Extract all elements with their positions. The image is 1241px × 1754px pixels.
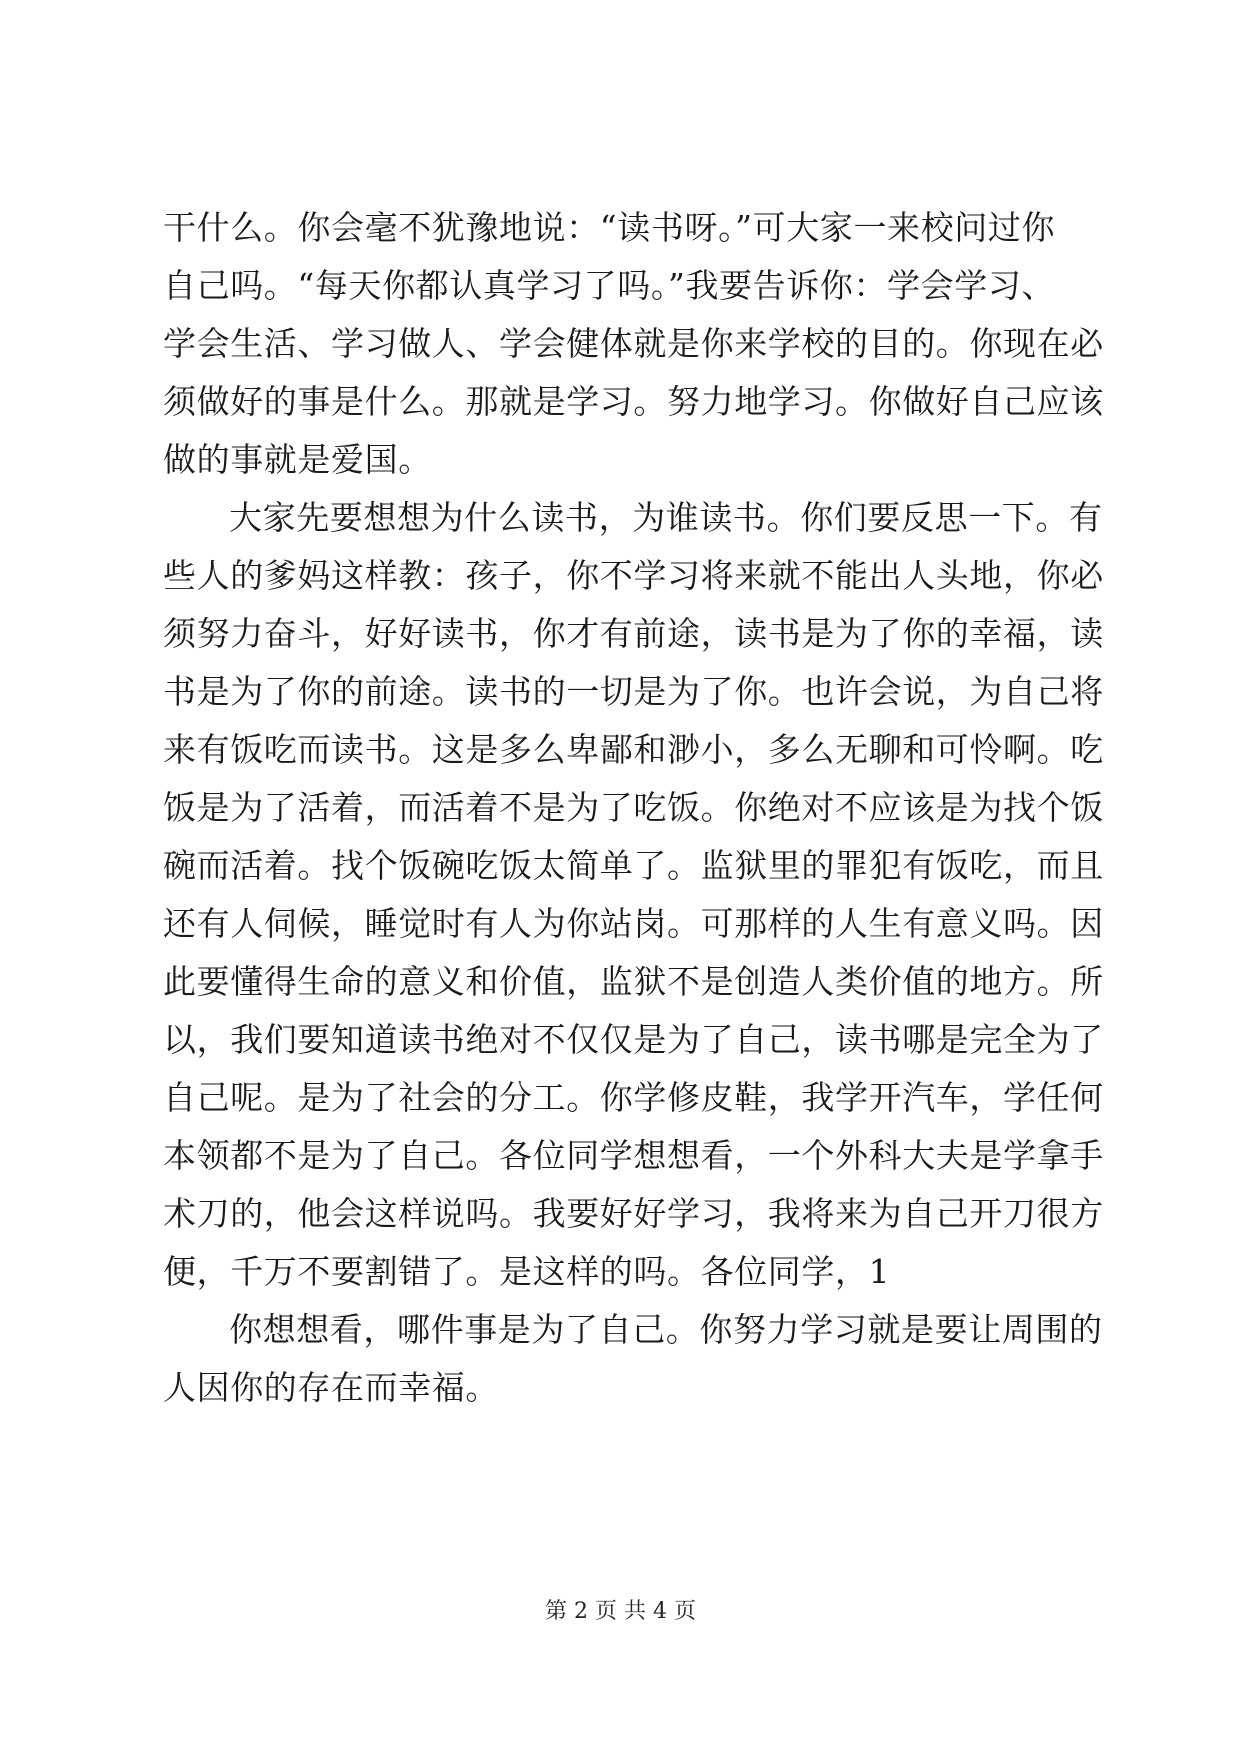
text-line: 书是为了你的前途。读书的一切是为了你。也许会说，为自己将: [163, 672, 1104, 711]
paragraph-start-line: 你想想看，哪件事是为了自己。你努力学习就是要让周围的: [229, 1310, 1103, 1349]
text-line: 还有人伺候，睡觉时有人为你站岗。可那样的人生有意义吗。因: [163, 904, 1104, 943]
page-footer: 第 2 页 共 4 页: [545, 1599, 696, 1624]
text-line: 来有饭吃而读书。这是多么卑鄙和渺小，多么无聊和可怜啊。吃: [163, 730, 1104, 769]
text-line: 碗而活着。找个饭碗吃饭太简单了。监狱里的罪犯有饭吃，而且: [163, 846, 1104, 885]
text-line: 些人的爹妈这样教：孩子，你不学习将来就不能出人头地，你必: [163, 556, 1104, 595]
text-line: 此要懂得生命的意义和价值，监狱不是创造人类价值的地方。所: [163, 962, 1104, 1001]
text-line: 须做好的事是什么。那就是学习。努力地学习。你做好自己应该: [163, 382, 1104, 421]
text-line: 人因你的存在而幸福。: [163, 1368, 499, 1407]
text-line: 学会生活、学习做人、学会健体就是你来学校的目的。你现在必: [163, 324, 1104, 363]
text-line: 干什么。你会毫不犹豫地说：“读书呀。”可大家一来校问过你: [163, 208, 1056, 247]
text-line: 术刀的，他会这样说吗。我要好好学习，我将来为自己开刀很方: [163, 1194, 1104, 1233]
text-line: 自己呢。是为了社会的分工。你学修皮鞋，我学开汽车，学任何: [163, 1078, 1104, 1117]
text-line: 本领都不是为了自己。各位同学想想看，一个外科大夫是学拿手: [163, 1136, 1104, 1175]
paragraph-start-line: 大家先要想想为什么读书，为谁读书。你们要反思一下。有: [229, 498, 1103, 537]
text-line: 饭是为了活着，而活着不是为了吃饭。你绝对不应该是为找个饭: [163, 788, 1104, 827]
text-line: 做的事就是爱国。: [163, 440, 432, 479]
text-line: 以，我们要知道读书绝对不仅仅是为了自己，读书哪是完全为了: [163, 1020, 1104, 1059]
text-line: 便，千万不要割错了。是这样的吗。各位同学，1: [163, 1252, 891, 1291]
text-line: 须努力奋斗，好好读书，你才有前途，读书是为了你的幸福，读: [163, 614, 1104, 653]
text-line: 自己吗。“每天你都认真学习了吗。”我要告诉你：学会学习、: [163, 266, 1056, 305]
